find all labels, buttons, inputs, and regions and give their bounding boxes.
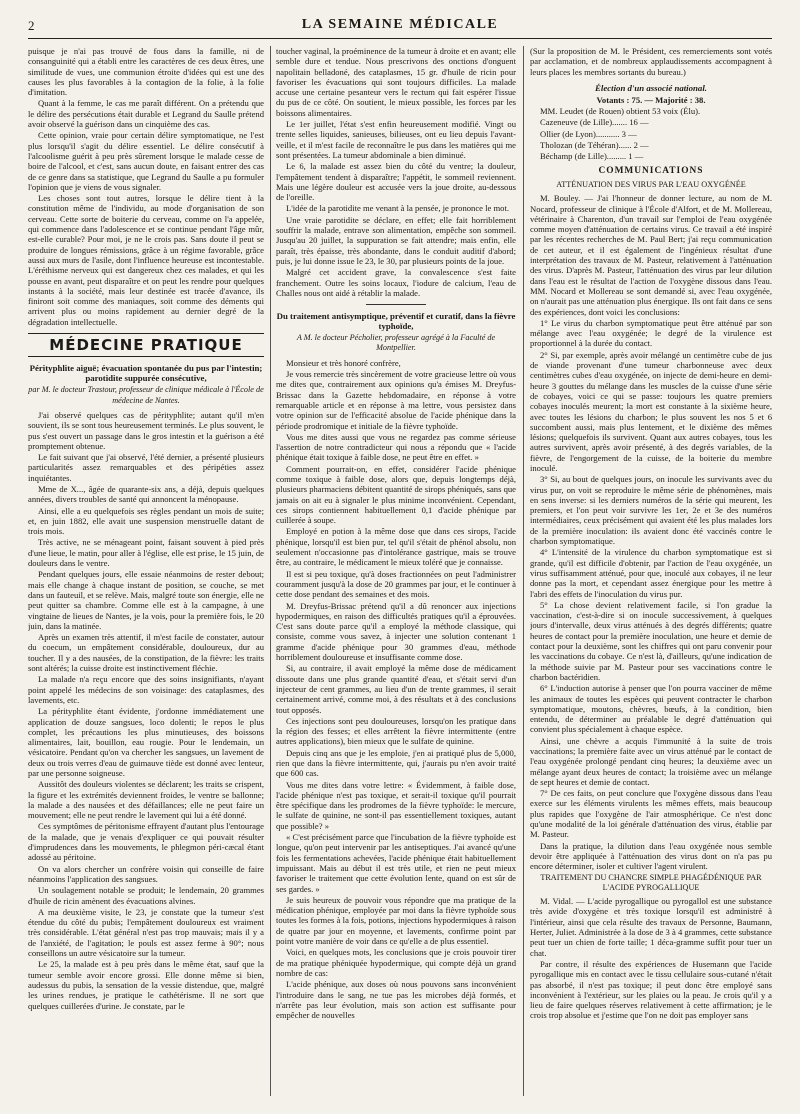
paragraph: Il est si peu toxique, qu'à doses fractionnées on peut l'administrer couramment jusqu'à la dose de 20 grammes par jour, et le continuer à cette dose pendant des semaines et des mois. bbox=[276, 568, 516, 600]
paragraph: Par contre, il résulte des expériences de Husemann que l'acide pyrogallique mis en contact avec le tissu cellulaire sous-cutané n'était pas absorbé, il n'est pas toxique; il peut donc être employé sans inconvénient à l'extérieur, sur les plaies ou la peau. Je crois qu'il y a lieu de faire quelques réserves relativement à cette affirmation; je le crois trop absolue et j'estime que l'on ne doit pas employer sans bbox=[530, 958, 772, 1021]
paragraph: Très active, ne se ménageant point, faisant souvent à pied près d'une lieue, le matin, pour aller à l'église, elle est prise, le 15 juin, de douleurs dans le ventre. bbox=[28, 537, 264, 569]
paragraph: A ma deuxième visite, le 23, je constate que la tumeur s'est étendue du côté du pubis; l'empâtement douloureux est vraiment très considérable. L'état général n'est pas trop mauvais; mais il y a de l'anxiété, de l'agitation; le pouls est assez ferme à 90°; nous conseillons un autre vésicatoire sur la tumeur. bbox=[28, 906, 264, 959]
article-heading: Pérityphlite aiguë; évacuation spontanée du pus par l'intestin; parotidite suppurée consécutive, bbox=[29, 363, 263, 384]
paragraph: L'idée de la parotidite me venant à la pensée, je prononce le mot. bbox=[286, 203, 509, 214]
column-1 bbox=[28, 46, 264, 1096]
article-byline: par M. le docteur Trastour, professeur de clinique médicale à l'École de médecine de Nantes. bbox=[28, 385, 264, 405]
paragraph: Un soulagement notable se produit; le lendemain, 20 grammes d'huile de ricin amènent des évacuations alvines. bbox=[28, 885, 264, 906]
paragraph: M. Bouley. — J'ai l'honneur de donner lecture, au nom de M. Nocard, professeur de clinique à l'École d'Alfort, et de M. Mollereau, vétérinaire à Charenton, d'un travail sur l'emploi de l'eau oxygénée comme moyen d'atténuation de certains virus. Ce travail a été inspiré par les récentes recherches de M. Paul Bert; j'ai reçu communication de cet auteur, et il est également de l'ingénieux résultat d'une interprétation des travaux de M. Pasteur, relativement à l'atténuation des virus. D'après M. Pasteur, l'atténuation des virus par leur dilution dans l'eau est le résultat de l'action de l'oxygène dissous dans l'eau. MM. Nocard et Mollereau se sont demandé si, avec l'eau oxygénée, on n'aurait pas une atténuation plus énergique. Ils ont fait dans ce sens des expériences, dont voici les conclusions: bbox=[530, 193, 772, 317]
paragraph: Dans la pratique, la dilution dans l'eau oxygénée nous semble devoir être appliquée à l'atténuation des virus dont on n'a pas pu encore déterminer, isoler et cultiver l'agent virulent. bbox=[530, 840, 772, 872]
column-divider bbox=[270, 46, 271, 1096]
paragraph: Le 25, la malade est à peu près dans le même état, sauf que la tumeur semble avoir encore grossi. Elle donne même si bien, audessus du pubis, la sensation de la vessie distendue, que, malgré les urines rendues, je pratique le cathétérisme. Il ne sort que quelques cuillerées d'urine. Je constate, par le bbox=[28, 959, 264, 1011]
separator bbox=[366, 304, 426, 305]
paragraph: Je suis heureux de pouvoir vous répondre que ma pratique de la médication phénique, employée par moi dans la fièvre typhoïde sous toutes les formes à la fois, potions, injections hypodermiques à raison de quatre par jour en moyenne, et lavements, confirme point par point votre manière de voir dans ce qu'elle a de plus essentiel. bbox=[276, 894, 516, 947]
paragraph: Après un examen très attentif, il m'est facile de constater, autour du coecum, un empâtement considérable, douloureux, dur au toucher. Il y a des nausées, de la constipation, de la fièvre: les traits sont altérés; la cuisse droite est instinctivement fléchie. bbox=[28, 632, 264, 674]
paragraph: toucher vaginal, la proéminence de la tumeur à droite et en avant; elle semble dure et tendue. Nous prescrivons des onctions d'onguent napolitain belladoné, des cataplasmes, 15 gr. d'huile de ricin pour favoriser les évacuations qui sont toujours difficiles. La malade accuse une certaine pesanteur vers le rectum qui fait espérer l'issue du pus de ce côté. On soutient, le mieux possible, les forces par les boissons alimentaires. bbox=[276, 46, 516, 118]
communications-heading: COMMUNICATIONS bbox=[598, 165, 704, 176]
paragraph: La pérityphlite étant évidente, j'ordonne immédiatement une application de douze sangsues, loco dolenti; le repos le plus complet, les précautions les plus minutieuses, des boissons alimentaires, lait, bouillon, eau rougie. Pour le lendemain, un vésicatoire. Pendant qu'on va chercher les sangsues, un lavement de deux ou trois verres d'eau de guimauve tiède est donné avec lenteur, par une personne soigneuse. bbox=[28, 706, 264, 778]
paragraph: puisque je n'ai pas trouvé de fous dans la famille, ni de consanguinité qui a établi entre les caractères de ces deux êtres, une similitude de vues, une communion étroite d'idées qui est une des causes les plus favorables à la contagion de la folie, à la folie d'imitation. bbox=[28, 46, 264, 98]
paragraph: Le fait suivant que j'ai observé, l'été dernier, a présenté plusieurs particularités assez remarquables et des péripéties assez inquiétantes. bbox=[28, 452, 264, 483]
vote-line: Cazeneuve (de Lille)....... 16 — bbox=[540, 117, 649, 128]
paragraph: 3° Si, au bout de quelques jours, on inocule les survivants avec du virus pur, on voit se reproduire le même série de phénomènes, mais en sens inverse: si les derniers numéros de la série qui meurent, les premiers, et l'on peut voir survivre les 1er, 2e et 3e des numéros intermédiaires, ceux précisément qui avaient été les plus malades lors de la première inoculation: ils avaient donc été vaccinés contre le charbon symptomatique. bbox=[530, 474, 772, 547]
paragraph: L'acide phénique, aux doses où nous pouvons sans inconvénient l'introduire dans le sang, ne tue pas les microbes déjà formés, et n'arrête pas leur évolution, mais son action est suffisante pour empêcher de nouvelles bbox=[276, 979, 516, 1021]
paragraph: Voici, en quelques mots, les conclusions que je crois pouvoir tirer de ma pratique phéniquée hypodermique, qui compte déjà un grand nombre de cas: bbox=[276, 947, 516, 978]
paragraph: Pendant quelques jours, elle essaie néanmoins de rester debout; mais elle change à chaque instant de position, se couche, se met dans un fauteuil, et se relève. Mais, malgré toute son énergie, elle ne peut quitter sa chambre. Comme elle est à la campagne, à une vingtaine de lieues de Nantes, je la vois, pour la première fois, le 20 juin, dans la matinée. bbox=[28, 569, 264, 631]
article-heading: Du traitement antisymptique, préventif et curatif, dans la fièvre typhoïde, bbox=[276, 311, 516, 332]
paragraph: Employé en potion à la même dose que dans ces sirops, l'acide phénique, lorsqu'il est bien pur, tel qu'il s'était de phénol absolu, non seulement n'occasionne pas d'intolérance gastrique, mais se trouve être, au contraire, le médicament le mieux toléré que je connaisse. bbox=[276, 526, 516, 568]
paragraph: Monsieur et très honoré confrère, bbox=[286, 357, 401, 368]
paragraph: J'ai observé quelques cas de pérityphlite; autant qu'il m'en souvient, ils se sont tous heureusement terminés. Le plus souvent, le pus s'est ouvert un passage dans le gros intestin et la guérison a été promptement obtenue. bbox=[28, 409, 264, 451]
paragraph: Comment pourrait-on, en effet, considérer l'acide phénique comme toxique à faible dose, alors que, depuis longtemps déjà, plusieurs pharmaciens débitent quantité de sirops phéniqués, sans que jamais on ait eu à signaler le plus minime inconvénient. Cependant, ces sirops contiennent habituellement 0,1 d'acide phénique par cuillerée à soupe. bbox=[276, 463, 516, 526]
section-title: MÉDECINE PRATIQUE bbox=[28, 333, 264, 357]
communication-subheading: TRAITEMENT DU CHANCRE SIMPLE PHAGÉDÉNIQUE PAR L'ACIDE PYROGALLIQUE bbox=[540, 872, 762, 892]
paragraph: M. Dreyfus-Brissac prétend qu'il a dû renoncer aux injections hypodermiques, en raison des difficultés pratiques qu'il a éprouvées. C'est sans doute parce qu'il a employé la méthode classique, qui consiste, comme vous savez, à injecter une solution contenant 1 gramme d'acide phénique pour 30 grammes d'eau, méthode horriblement douloureuse et insuffisante comme dose. bbox=[276, 600, 516, 663]
election-heading: Élection d'un associé national. bbox=[595, 82, 707, 93]
paragraph: Vous me dites aussi que vous ne regardez pas comme sérieuse l'assertion de notre contradicteur qui nous a répondu que « l'acide phénique était toxique à faible dose, ne peut être en effet. » bbox=[276, 431, 516, 463]
paragraph: 7° De ces faits, on peut conclure que l'oxygène dissous dans l'eau exerce sur les éléments virulents les mêmes effets, mais beaucoup plus rapides que l'oxygène de l'air atmosphérique. Ce n'est donc qu'une modalité de la loi générale d'atténuation des virus, établie par M. Pasteur. bbox=[530, 788, 772, 840]
column-divider bbox=[523, 46, 524, 1096]
paragraph: Ainsi, elle a eu quelquefois ses règles pendant un mois de suite; et, en juin 1882, elle avait une suspension menstruelle datant de trois mois. bbox=[28, 505, 264, 537]
paragraph: Les choses sont tout autres, lorsque le délire tient à la constitution même de l'individu, au mode d'organisation de son cerveau. Cette sorte de boiterie du cerveau, comme on l'a appelée, qui commence dans l'adolescence et se continue pendant l'âge mûr, est-elle curable? Pour moi, je ne le crois pas. Sans doute il peut se produire de longues rémissions, grâce à un régime favorable, grâce aussi aux murs de l'asile, dont l'influence heureuse est incontestable. L'éréthisme nerveux qui est dangereux chez ces malades, et qui les pousse en avant, peut disparaître et on peut les rendre pour quelques instants à la société, mais leur destinée est tracée d'avance, ils finiront soit comme des maniaques, soit comme des déments qui arrivent plus ou moins rapidement au dernier degré de la dégradation intellectuelle. bbox=[28, 193, 264, 327]
paragraph: On va alors chercher un confrère voisin qui conseille de faire néanmoins l'application des sangsues. bbox=[28, 863, 264, 884]
paragraph: M. Vidal. — L'acide pyrogallique ou pyrogallol est une substance très avide d'oxygène et très toxique lorsqu'il est administré à l'intérieur, ainsi que cela résulte des travaux de Personne, Baumann, Herter, Juliet. Administrée à la dose de 3 à 4 grammes, cette substance peut tuer un chien de forte taille; 1 déca-gramme suffit pour tuer un chat. bbox=[530, 896, 772, 958]
paragraph: 2° Si, par exemple, après avoir mélangé un centimètre cube de jus de viande provenant d'une tumeur charbonneuse avec deux centimètres cubes d'eau oxygénée, on injecte de demi-heure en demi-heure 3 gouttes du mélange dans les muscles de la cuisse d'une série de cobayes, voici ce qui se passe: toujours les quatre premiers cobayes inoculés meurent; la mort est constante à la sixième heure, avec toutes les lésions du charbon; le plus souvent les nos 5 et 6 succombent aussi, mais plus lentement, et le dixième des mêmes lésions; quelquefois ils survivent. Quant aux autres cobayes, tous les autres survivent, après avoir présenté, à des degrés variables, de la fièvre, de l'engorgement de la cuisse, de la boiterie du membre inoculé. bbox=[530, 349, 772, 473]
article-byline: A M. le docteur Pécholier, professeur agrégé à la Faculté de Montpellier. bbox=[296, 333, 496, 353]
paragraph: 6° L'induction autorise à penser que l'on pourra vacciner de même les animaux de toutes les espèces qui peuvent contracter le charbon symptomatique, moutons, chèvres, bœufs, à la condition, bien entendu, de déterminer au préalable le degré d'atténuation qui convient plus spécialement à chaque espèce. bbox=[530, 683, 772, 735]
paragraph: « C'est précisément parce que l'incubation de la fièvre typhoïde est longue, qu'on peut intervenir par les antiseptiques. J'ai avancé qu'une fois les fermentations achevées, l'acide phénique était habituellement impuissant. Mais au début il est très utile, et rien ne peut mieux favoriser le traitement que cette évolution lente, quand on est sûr de ses gardes. » bbox=[276, 832, 516, 894]
paragraph: Mme de X..., âgée de quarante-six ans, a déjà, depuis quelques années, divers troubles de santé qui annoncent la ménopause. bbox=[28, 483, 264, 505]
paragraph: Cette opinion, vraie pour certain délire symptomatique, ne l'est plus lorsqu'il s'agit du délire essentiel. Le délire consécutif à l'alcoolisme guérit à peu près sûrement lorsque le malade cesse de boire de l'alcool, et c'est, sans aucun doute, en faisant entrer des cas de ce genre dans sa statistique, que Legrand du Saulle a pu formuler l'opinion que je viens de vous signaler. bbox=[28, 130, 264, 192]
paragraph: Je vous remercie très sincèrement de votre gracieuse lettre où vous me dites que, contrairement aux opinions qu'a émises M. Dreyfus-Brissac dans la Gazette hebdomadaire, en réponse à votre remarquable article et en réponse à ma lettre, vous persistez dans votre opinion sur de l'efficacité absolue de l'acide phénique dans la période prodromique et initiale de la fièvre typhoïde. bbox=[276, 369, 516, 431]
vote-line: Tholozan (de Téhéran)...... 2 — bbox=[540, 140, 649, 151]
paragraph: Le 6, la malade est assez bien du côté du ventre; la douleur, l'empâtement tendent à disparaître; l'appétit, le sommeil reviennent. Mais une légère douleur est accusée vers la joue droite, au-dessous de l'oreille. bbox=[276, 161, 516, 203]
column-3 bbox=[530, 46, 772, 1096]
column-2 bbox=[276, 46, 516, 1096]
vote-line: Béchamp (de Lille)......... 1 — bbox=[540, 151, 644, 162]
page-number: 2 bbox=[28, 18, 35, 33]
paragraph: Aussitôt des douleurs violentes se déclarent; les traits se crispent, la figure et les extrémités deviennent froides, le ventre se ballonne; la malade a des nausées et des défaillances; elle ne peut faire un mouvement; elle ne peut rendre le lavement qui lui a été donné. bbox=[28, 779, 264, 821]
paragraph: Ces symptômes de péritonisme effrayent d'autant plus l'entourage de la malade, que je venais d'expliquer ce qui pouvait résulter d'imprudences dans les mouvements, le phlegmon péri-cæcal étant adossé au péritoine. bbox=[28, 821, 264, 863]
vote-summary: Votants : 75. — Majorité : 38. bbox=[596, 94, 706, 105]
paragraph: 1° Le virus du charbon symptomatique peut être atténué par son mélange avec l'eau oxygénée; le degré de la virulence est proportionnel à la durée du contact. bbox=[530, 317, 772, 349]
paragraph: Le 1er juillet, l'état s'est enfin heureusement modifié. Vingt ou trente selles liquides, sanieuses, bilieuses, ont eu lieu depuis l'avant-veille, et il m'est facile de reconnaître le pus dans les matières qui me sont présentées. La tumeur abdominale a bien diminué. bbox=[276, 119, 516, 160]
paragraph: (Sur la proposition de M. le Président, ces remerciements sont votés par acclamation, et de nombreux applaudissements accompagnent à leurs places les membres sortants du bureau.) bbox=[530, 46, 772, 77]
paragraph: Ces injections sont peu douloureuses, lorsqu'on les pratique dans la région des fesses; et elles arrêtent la fièvre intermittente (entre autres applications), bien mieux que le sulfate de quinine. bbox=[276, 715, 516, 747]
communication-subheading: ATTÉNUATION DES VIRUS PAR L'EAU OXYGÉNÉE bbox=[556, 179, 746, 189]
journal-title: LA SEMAINE MÉDICALE bbox=[301, 17, 499, 32]
paragraph: 4° L'intensité de la virulence du charbon symptomatique est si grande, qu'il est difficile d'obtenir, par l'action de l'eau oxygénée, un virus suffisamment atténué, pour que, inoculé aux cobayes, il ne leur donne pas la mort, et cependant assez énergique pour les mettre à l'abri des effets de l'inoculation du virus pur. bbox=[530, 547, 772, 599]
paragraph: Une vraie parotidite se déclare, en effet; elle fait horriblement souffrir la malade, entrave son alimentation, empêche son sommeil. Jusqu'au 20 juillet, la suppuration se fait attendre; mais enfin, elle paraît, très épaisse, très abondante, dans le conduit auditif d'abord; puis, je lui donne issue le 23, le 30, par plusieurs points de la joue. bbox=[276, 214, 516, 266]
paragraph: Vous me dites dans votre lettre: « Évidemment, à faible dose, l'acide phénique n'est pas toxique, et serait-il toxique qu'il pourrait être spécifique dans les prodromes de la fièvre typhoïde: le mercure, le sulfate de quinine, ne sont-il pas essentiellement toxiques, autant que possible? » bbox=[276, 779, 516, 831]
paragraph: Ainsi, une chèvre a acquis l'immunité à la suite de trois vaccinations; la première faite avec un virus atténué par le contact de l'eau oxygénée prolongé pendant cinq heures; la deuxième avec un mélange ayant deux heures de contact; la troisième avec un mélange de sept heures et demie de contact. bbox=[530, 735, 772, 787]
vote-line: MM. Leudet (de Rouen) obtient 53 voix (Élu). bbox=[540, 106, 701, 117]
paragraph: La malade n'a reçu encore que des soins insignifiants, n'ayant point appelé les médecins de son voisinage: des cataplasmes, des lavements, etc. bbox=[28, 674, 264, 705]
paragraph: Depuis cinq ans que je les emploie, j'en ai pratiqué plus de 5,000, rien que dans la fièvre intermittente, qui, j'aurais pu n'en avoir traité que 600 cas. bbox=[276, 747, 516, 779]
vote-line: Ollier (de Lyon)........... 3 — bbox=[540, 128, 637, 139]
paragraph: 5° La chose devient relativement facile, si l'on gradue la vaccination, c'est-à-dire si on inocule successivement, à quelques jours d'intervalle, deux virus atténués à des degrés différents; quatre heures de contact pour la première inoculation, une heure et demie de contact pour la deuxième, sont les chiffres qui ont paru convenir pour les vaccinations du cobaye. Ce n'est là, d'ailleurs, qu'une indication de la méthode suivie par M. Pasteur pour ses vaccinations contre le charbon bactéridien. bbox=[530, 599, 772, 682]
paragraph: Quant à la femme, le cas me paraît différent. On a prétendu que le délire des persécutions était durable et Legrand du Saulle prétend avoir observé la guérison dans un cinquième des cas. bbox=[28, 98, 264, 130]
paragraph: Malgré cet accident grave, la convalescence s'est faite franchement. Outre les soins locaux, l'iodure de calcium, l'eau de Challes nous ont aidé à rétablir la malade. bbox=[276, 267, 516, 298]
running-head bbox=[28, 16, 772, 39]
paragraph: Si, au contraire, il avait employé la même dose de médicament dissoute dans une plus grande quantité d'eau, et s'était servi d'un injecteur de cent grammes, au lieu d'un de trente grammes, il serait certainement arrivé, comme moi, à des résultats et à des conclusions tout opposés. bbox=[276, 663, 516, 715]
